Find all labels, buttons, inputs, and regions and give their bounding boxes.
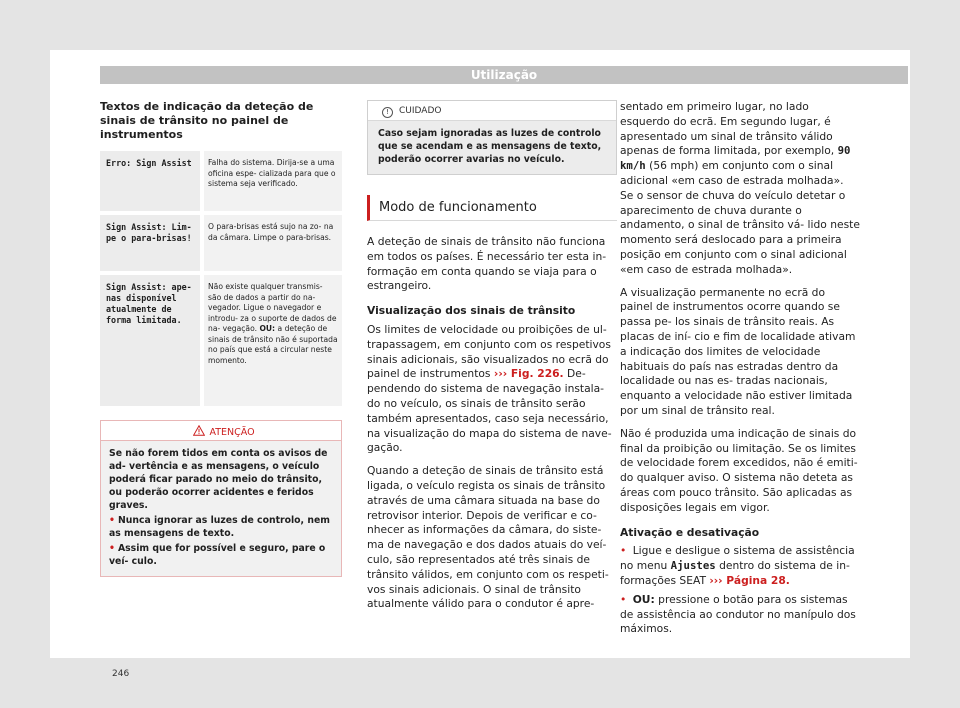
paragraph: A visualização permanente no ecrã do painel de instrumentos ocorre quando se passa pe- los sinais de trânsito reais. As placas de iní- cio e fim de localidade ativam a indicação dos limites de velocidade habituais do país nas estradas dentro da localidade ou nas es- tradas nacionais, enquanto a velocidade não estiver limitada por um sinal de trânsito real. bbox=[620, 285, 856, 417]
caution-header bbox=[368, 101, 616, 121]
caution-box bbox=[367, 100, 617, 175]
table-value: O para-brisas está sujo na zo- na da câmara. Limpe o para-brisas. bbox=[204, 215, 342, 271]
table-value-text: a deteção de sinais de trânsito não é suportada no país que está a circular neste momento. bbox=[208, 324, 338, 365]
table-key: Sign Assist: ape- nas disponível atualmente de forma limitada. bbox=[100, 275, 204, 406]
page-header: Utilização bbox=[100, 66, 908, 84]
subheading: Visualização dos sinais de trânsito bbox=[367, 304, 576, 318]
paragraph-text: Os limites de velocidade ou proibições de ul- trapassagem, em conjunto com os respetivos sinais adicionais, são visualizados no ecrã do painel de instrumentos bbox=[367, 322, 611, 381]
caution-body: Caso sejam ignoradas as luzes de controlo que se acendam e as mensagens de texto, poderão ocorrer avarias no veículo. bbox=[368, 121, 616, 174]
bullet-icon: • bbox=[109, 543, 115, 554]
figure-link[interactable]: ››› Fig. 226. bbox=[493, 367, 564, 381]
warning-bullet-text: Assim que for possível e seguro, pare o veí- culo. bbox=[109, 543, 326, 567]
page bbox=[50, 50, 910, 679]
list-text: Ligue e desligue o sistema de assistência no menu bbox=[620, 544, 855, 573]
table-key: Erro: Sign Assist bbox=[100, 151, 204, 211]
table-title: Textos de indicação da deteção de sinais de trânsito no painel de instrumentos bbox=[100, 100, 314, 141]
table-row bbox=[100, 215, 342, 271]
menu-name: Ajustes bbox=[670, 559, 716, 573]
paragraph: Não é produzida uma indicação de sinais do final da proibição ou limitação. Se os limites de velocidade forem excedidos, não é emiti- do qualquer aviso. O sistema não deteta as áreas com pouco trânsito. São aplicadas as disposições legais em vigor. bbox=[620, 426, 858, 514]
table-key: Sign Assist: Lim- pe o para-brisas! bbox=[100, 215, 204, 271]
column-1 bbox=[100, 100, 342, 577]
paragraph bbox=[367, 323, 617, 456]
warning-triangle-icon bbox=[193, 425, 205, 436]
list-item bbox=[620, 544, 860, 588]
table-row bbox=[100, 275, 342, 406]
warning-body bbox=[101, 441, 341, 576]
column-2-text bbox=[367, 235, 617, 612]
warning-title: ATENÇÃO bbox=[209, 427, 255, 438]
table-value: Falha do sistema. Dirija-se a uma oficina espe- cializada para que o sistema seja verificado. bbox=[204, 151, 342, 211]
paragraph-text: (56 mph) em conjunto com o sinal adicional «em caso de estrada molhada». Se o sensor de chuva do veículo detetar o aparecimento de chuva durante o andamento, o sinal de trânsito vá- lido neste momento será deslocado para a primeira posição em conjunto com o sinal adicional «em caso de estrada molhada». bbox=[620, 159, 860, 276]
page-link[interactable]: ››› Página 28. bbox=[709, 573, 790, 587]
subheading: Ativação e desativação bbox=[620, 525, 760, 539]
speed-value: 90 km/h bbox=[620, 144, 851, 173]
info-circle-icon: ! bbox=[382, 107, 393, 118]
or-label: OU: bbox=[632, 592, 655, 606]
paragraph bbox=[620, 100, 860, 278]
warning-intro: Se não forem tidos em conta os avisos de ad- vertência e as mensagens, o veículo poderá ficar parado no meio do trânsito, ou poderão ocorrer acidentes e feridos graves. bbox=[109, 448, 328, 511]
column-3 bbox=[620, 100, 860, 637]
list-item bbox=[620, 593, 860, 637]
table-value bbox=[204, 275, 342, 406]
warning-bullet bbox=[109, 542, 333, 568]
or-label: OU: bbox=[259, 324, 276, 333]
warning-bullet-text: Nunca ignorar as luzes de controlo, nem as mensagens de texto. bbox=[109, 515, 330, 539]
table-row bbox=[100, 151, 342, 211]
page-number: 246 bbox=[112, 669, 130, 679]
bullet-icon: • bbox=[620, 592, 627, 606]
list-text: pressione o botão para os sistemas de assistência ao condutor no manípulo dos máximos. bbox=[620, 592, 856, 636]
paragraph: Quando a deteção de sinais de trânsito está ligada, o veículo regista os sinais de trânsito através de uma câmara situada na base do retrovisor interior. Depois de verificar e co- nhecer as informações da câmara, do siste- ma de navegação e dos dados atuais do veí- culo, são representados até três sinais de trânsito válidos, em conjunto com os respeti- vos sinais adicionais. O sinal de trânsito atualmente válido para o condutor é apre- bbox=[367, 464, 609, 611]
paragraph: A deteção de sinais de trânsito não funciona em todos os países. É necessário ter esta in- formação em conta quando se viaja para o estrangeiro. bbox=[367, 235, 607, 293]
column-2 bbox=[367, 100, 617, 612]
warning-header bbox=[101, 421, 341, 441]
bullet-icon: • bbox=[620, 544, 627, 558]
paragraph-text: De- pendendo do sistema de navegação instala- do no veículo, os sinais de trânsito serão também apresentados, caso seja necessário, na visualização do mapa do sistema de nave- gação. bbox=[367, 367, 612, 455]
caution-title: CUIDADO bbox=[399, 106, 442, 116]
list-text: dentro do sistema de in- formações SEAT bbox=[620, 559, 850, 587]
paragraph-text: sentado em primeiro lugar, no lado esquerdo do ecrã. Em segundo lugar, é apresentado um sinal de trânsito válido apenas de forma limitada, por exemplo, bbox=[620, 100, 835, 158]
bullet-icon: • bbox=[109, 515, 115, 526]
warning-box bbox=[100, 420, 342, 577]
section-title: Modo de funcionamento bbox=[367, 195, 617, 221]
table-value-text: Não existe qualquer transmis- são de dados a partir do na- vegador. Ligue o navegador e introdu- za o suporte de dados de na- vegação. bbox=[208, 282, 337, 333]
warning-bullet bbox=[109, 514, 333, 540]
